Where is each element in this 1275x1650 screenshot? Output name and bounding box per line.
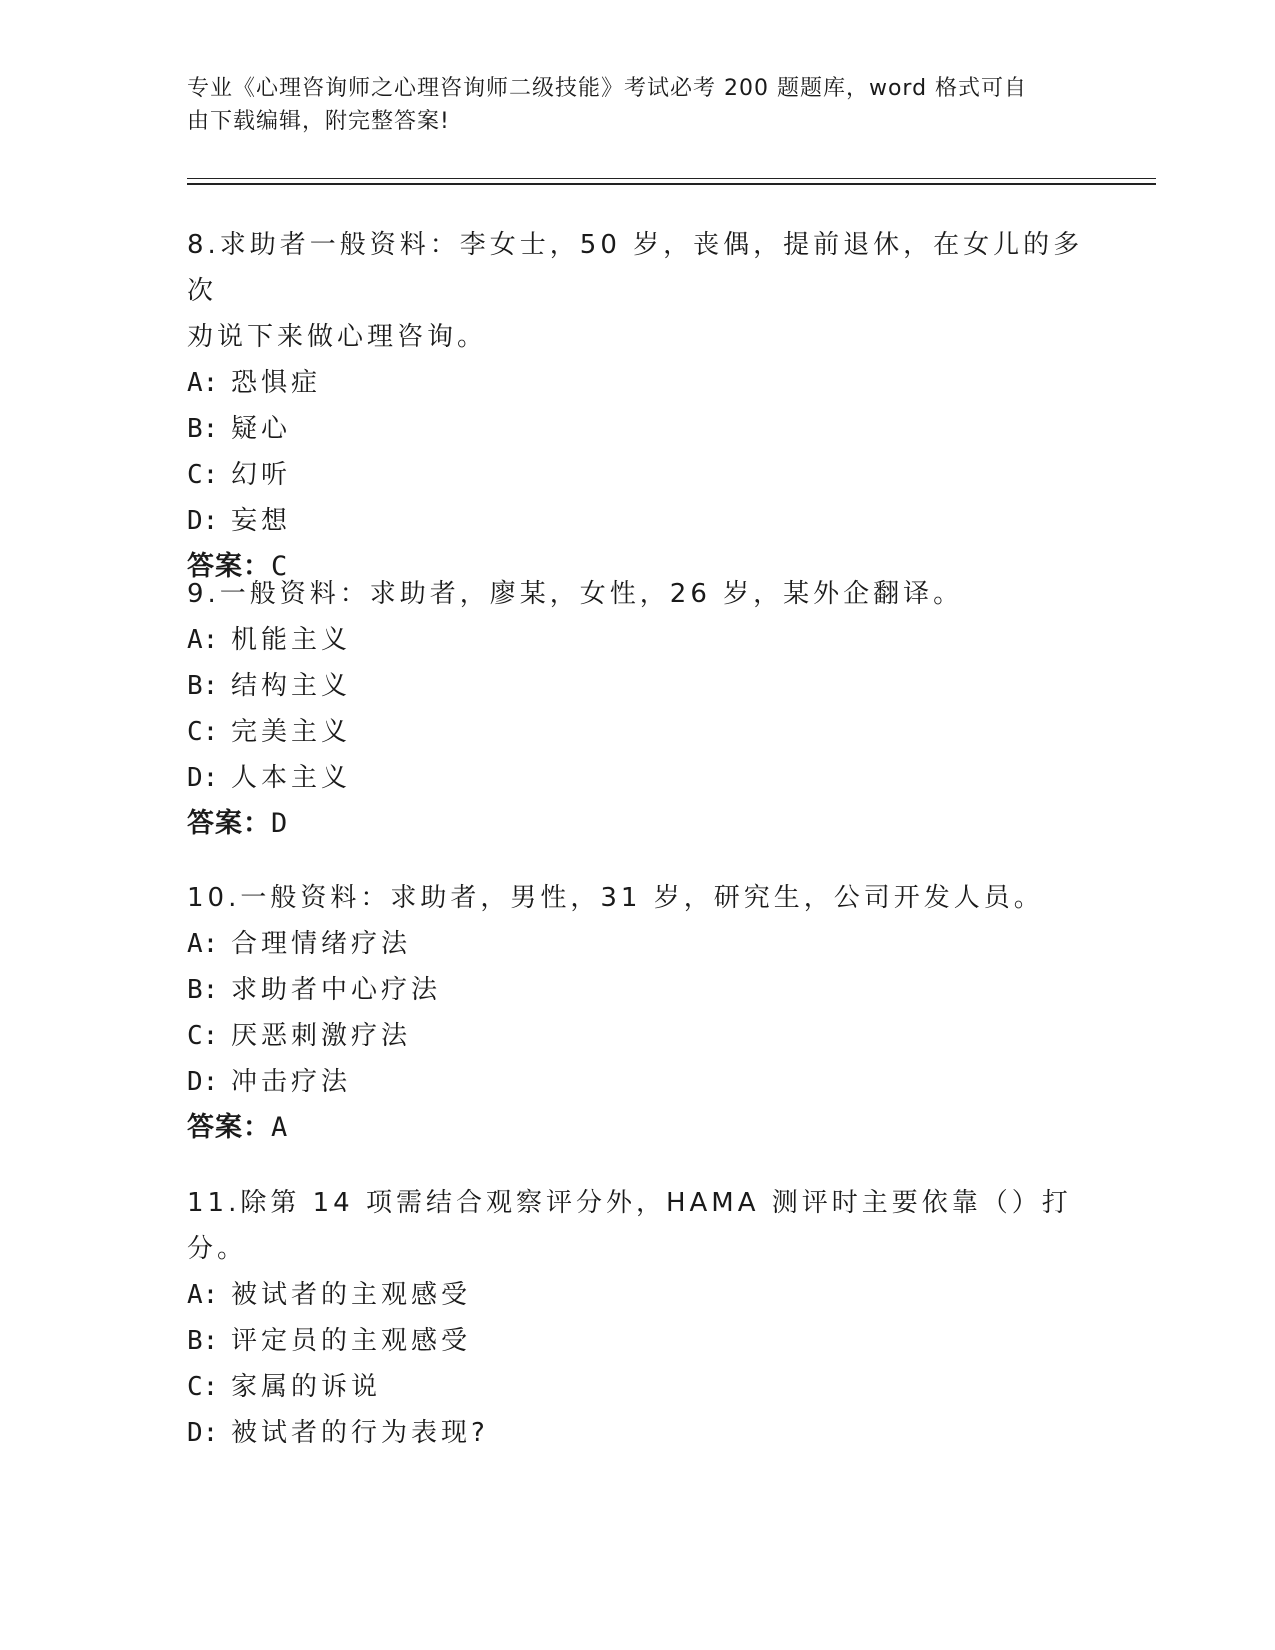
option-text: 结构主义 (231, 671, 352, 701)
option-letter: B: (187, 1326, 219, 1356)
option-d (187, 755, 1087, 801)
answer-value: C (271, 551, 289, 582)
option-text: 疑心 (231, 414, 292, 444)
option-letter: D: (187, 763, 219, 793)
option-a (187, 360, 1087, 406)
option-b (187, 663, 1087, 709)
answer-label: 答案： (187, 551, 271, 582)
option-letter: D: (187, 1067, 219, 1097)
option-c (187, 1364, 1087, 1410)
option-letter: C: (187, 1021, 219, 1051)
option-letter: B: (187, 671, 219, 701)
option-c (187, 1013, 1087, 1059)
option-d (187, 1059, 1087, 1105)
option-text: 被试者的主观感受 (231, 1280, 472, 1310)
question-9 (187, 571, 1087, 847)
option-text: 被试者的行为表现? (231, 1418, 489, 1448)
option-a (187, 617, 1087, 663)
header-rule-thick (187, 183, 1156, 185)
option-letter: A: (187, 929, 219, 959)
question-11 (187, 1180, 1087, 1456)
answer-value: A (271, 1112, 289, 1143)
option-text: 评定员的主观感受 (231, 1326, 472, 1356)
answer-label: 答案： (187, 1112, 271, 1143)
option-text: 幻听 (231, 460, 292, 490)
option-c (187, 452, 1087, 498)
option-letter: A: (187, 1280, 219, 1310)
answer-label: 答案： (187, 808, 271, 839)
option-text: 家属的诉说 (231, 1372, 382, 1402)
option-text: 冲击疗法 (231, 1067, 352, 1097)
option-b (187, 406, 1087, 452)
header-rule-thin (187, 178, 1156, 179)
question-stem-line: 8.求助者一般资料：李女士，50 岁，丧偶，提前退休，在女儿的多次 (187, 230, 1084, 306)
answer-value: D (271, 808, 289, 839)
option-letter: C: (187, 1372, 219, 1402)
option-c (187, 709, 1087, 755)
option-text: 厌恶刺激疗法 (231, 1021, 412, 1051)
option-letter: B: (187, 975, 219, 1005)
option-letter: A: (187, 368, 219, 398)
option-b (187, 967, 1087, 1013)
option-text: 妄想 (231, 506, 292, 536)
option-text: 机能主义 (231, 625, 352, 655)
option-letter: C: (187, 460, 219, 490)
question-stem-line: 9.一般资料：求助者，廖某，女性，26 岁，某外企翻译。 (187, 579, 964, 609)
option-a (187, 1272, 1087, 1318)
answer-line (187, 801, 1087, 847)
option-text: 求助者中心疗法 (231, 975, 442, 1005)
document-header (187, 72, 1067, 138)
option-text: 恐惧症 (231, 368, 322, 398)
question-stem-line: 劝说下来做心理咨询。 (187, 322, 488, 352)
option-d (187, 498, 1087, 544)
option-letter: C: (187, 717, 219, 747)
option-d (187, 1410, 1087, 1456)
option-letter: D: (187, 1418, 219, 1448)
question-stem-line: 10.一般资料：求助者，男性，31 岁，研究生，公司开发人员。 (187, 883, 1044, 913)
option-b (187, 1318, 1087, 1364)
header-line-1: 专业《心理咨询师之心理咨询师二级技能》考试必考 200 题题库，word 格式可自 (187, 76, 1028, 101)
option-letter: D: (187, 506, 219, 536)
option-text: 人本主义 (231, 763, 352, 793)
option-a (187, 921, 1087, 967)
question-10 (187, 875, 1087, 1151)
question-stem-line: 11.除第 14 项需结合观察评分外，HAMA 测评时主要依靠（）打分。 (187, 1188, 1072, 1264)
question-8 (187, 222, 1087, 590)
option-letter: A: (187, 625, 219, 655)
header-line-2: 由下载编辑，附完整答案! (187, 109, 450, 134)
option-letter: B: (187, 414, 219, 444)
option-text: 合理情绪疗法 (231, 929, 412, 959)
option-text: 完美主义 (231, 717, 352, 747)
answer-line (187, 1105, 1087, 1151)
